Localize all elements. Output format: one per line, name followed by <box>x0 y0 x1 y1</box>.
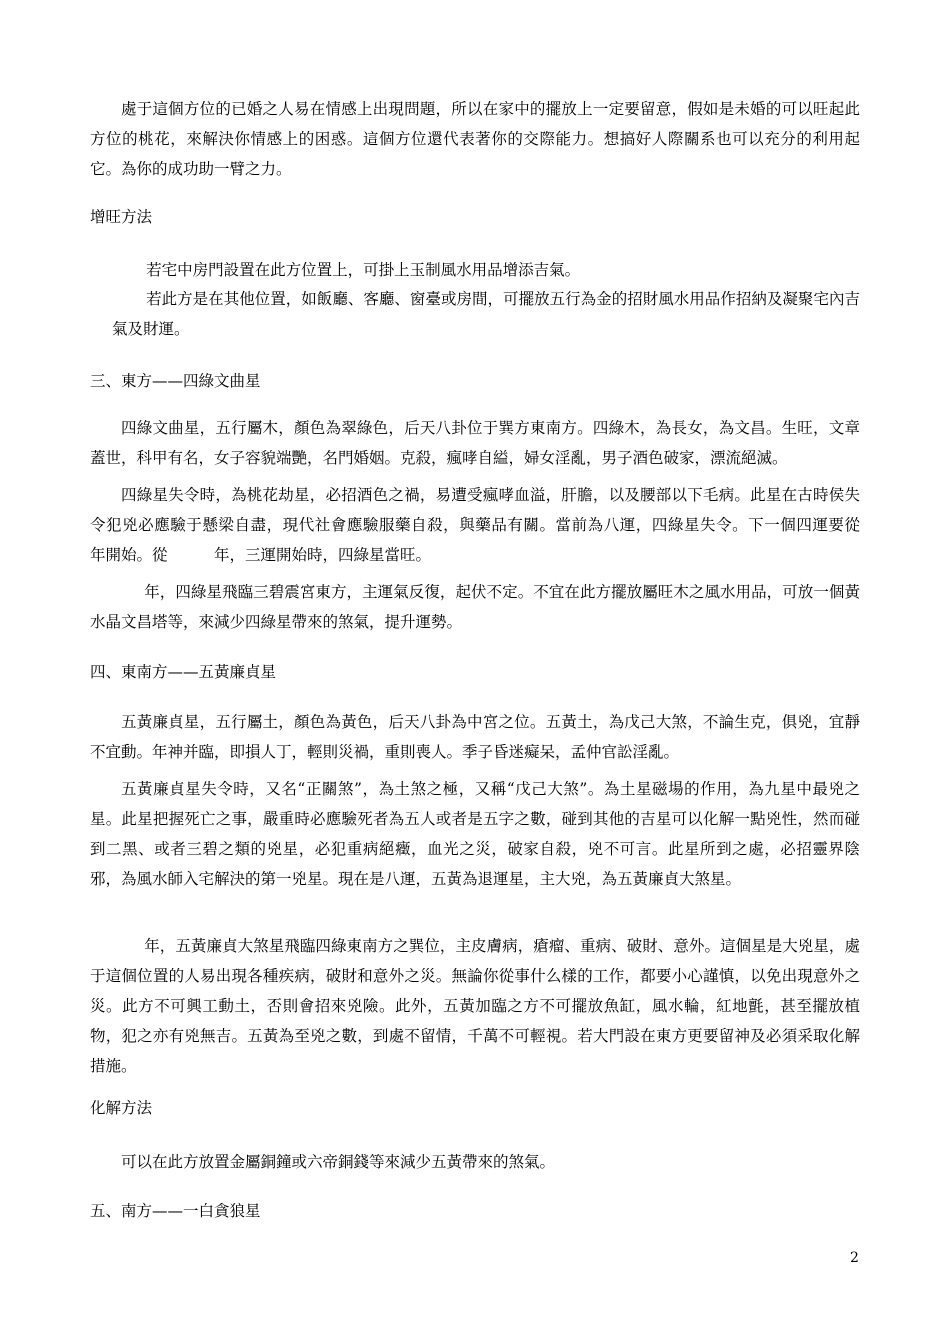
paragraph-four-green-loss: 四綠星失令時，為桃花劫星，必招酒色之禍，易遭受瘋哮血溢，肝膽，以及腰部以下毛病。此星在古時侯失令犯兇必應驗于懸梁自盡，現代社會應驗服藥自殺，與藥品有關。當前為八運，四綠星失令。下一個四運要從 年開始。從 年，三運開始時，四綠星當旺。 <box>90 486 907 564</box>
heading-resolve-method: 化解方法 <box>90 1099 153 1117</box>
heading-south-one-white: 五、南方——一白貪狼星 <box>90 1202 261 1220</box>
paragraph-four-green-intro: 四綠文曲星，五行屬木，顏色為翠綠色，后天八卦位于巽方東南方。四綠木，為長女，為文昌。生旺，文章蓋世，科甲有名，女子容貌端艷，名門婚姻。克殺，瘋哮自縊，婦女淫亂，男子酒色破家，漂流絕滅。 <box>90 419 860 467</box>
paragraph-metal-items: 若此方是在其他位置，如飯廳、客廳、窗臺或房間，可擺放五行為金的招財風水用品作招納及凝聚宅內吉氣及財運。 <box>112 290 860 338</box>
heading-east-four-green: 三、東方——四綠文曲星 <box>90 372 261 390</box>
heading-enhance-method: 增旺方法 <box>90 208 153 226</box>
paragraph-resolve-items: 可以在此方放置金屬銅鐘或六帝銅錢等來減少五黃帶來的煞氣。 <box>121 1153 556 1171</box>
paragraph-five-yellow-loss: 五黃廉貞星失令時，又名“正關煞”，為土煞之極，又稱“戊己大煞”。為土星磁場的作用，為九星中最兇之星。此星把握死亡之事，嚴重時必應驗死者為五人或者是五字之數，碰到其他的吉星可以化解一點兇性，然而碰到二黑、或者三碧之類的兇星，必犯重病絕癥，血光之災，破家自殺，兇不可言。此星所到之處，必招靈界陰邪，為風水師入宅解決的第一兇星。現在是八運，五黃為退運星，主大兇，為五黃廉貞大煞星。 <box>90 780 860 888</box>
heading-southeast-five-yellow: 四、東南方——五黃廉貞星 <box>90 663 277 681</box>
page-number: 2 <box>850 1250 859 1266</box>
paragraph-five-yellow-year: 年，五黃廉貞大煞星飛臨四綠東南方之巽位，主皮膚病，瘡瘤、重病、破財、意外。這個星是大兇星，處于這個位置的人易出現各種疾病，破財和意外之災。無論你從事什么樣的工作，都要小心謹慎，以免出現意外之災。此方不可興工動土，否則會招來兇險。此外，五黃加臨之方不可擺放魚缸，風水輪，紅地氈，甚至擺放植物，犯之亦有兇無吉。五黃為至兇之數，到處不留情，千萬不可輕視。若大門設在東方更要留神及必須采取化解措施。 <box>90 937 860 1075</box>
paragraph-door-jade: 若宅中房門設置在此方位置上，可掛上玉制風水用品增添吉氣。 <box>146 261 581 279</box>
paragraph-four-green-year: 年，四綠星飛臨三碧震宮東方，主運氣反復，起伏不定。不宜在此方擺放屬旺木之風水用品，可放一個黃水晶文昌塔等，來減少四綠星帶來的煞氣，提升運勢。 <box>90 583 860 631</box>
paragraph-marriage-area: 處于這個方位的已婚之人易在情感上出現問題，所以在家中的擺放上一定要留意，假如是未婚的可以旺起此方位的桃花，來解決你情感上的困惑。這個方位還代表著你的交際能力。想搞好人際關系也可以充分的利用起它。為你的成功助一臂之力。 <box>90 100 860 178</box>
paragraph-five-yellow-intro: 五黃廉貞星，五行屬土，顏色為黃色，后天八卦為中宮之位。五黃土，為戊己大煞，不論生克，俱兇，宜靜不宜動。年神并臨，即損人丁，輕則災禍，重則喪人。季子昏迷癡呆，孟仲官訟淫亂。 <box>90 713 860 761</box>
